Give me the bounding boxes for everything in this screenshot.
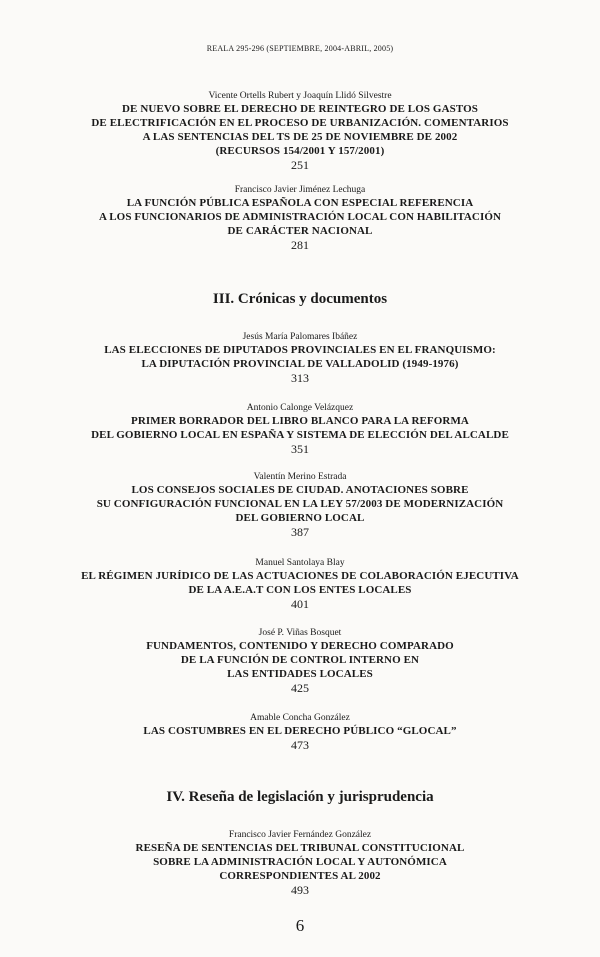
entry-page-number: 251: [291, 158, 309, 172]
entry-page-number: 401: [291, 597, 309, 611]
section-heading-cronicas: III. Crónicas y documentos: [212, 291, 388, 307]
entry-author: Vicente Ortells Rubert y Joaquín Llidó Silvestre: [208, 91, 392, 101]
entry-title-line: DEL GOBIERNO LOCAL EN ESPAÑA Y SISTEMA DE ELECCIÓN DEL ALCALDE: [91, 429, 509, 441]
toc-entry: [60, 471, 540, 539]
entry-title-line: LAS ELECCIONES DE DIPUTADOS PROVINCIALES EN EL FRANQUISMO:: [104, 344, 496, 356]
entry-title-line: (RECURSOS 154/2001 Y 157/2001): [215, 145, 385, 157]
entry-title-line: DE ELECTRIFICACIÓN EN EL PROCESO DE URBANIZACIÓN. COMENTARIOS: [91, 117, 509, 129]
entry-title-line: RESEÑA DE SENTENCIAS DEL TRIBUNAL CONSTITUCIONAL: [135, 842, 465, 854]
running-header: REALA 295-296 (SEPTIEMBRE, 2004-ABRIL, 2005): [206, 44, 394, 53]
toc-entry: [60, 712, 540, 752]
entry-title-line: LAS COSTUMBRES EN EL DERECHO PÚBLICO “GLOCAL”: [143, 725, 457, 737]
entry-title-line: CORRESPONDIENTES AL 2002: [219, 870, 381, 882]
entry-title-line: A LAS SENTENCIAS DEL TS DE 25 DE NOVIEMBRE DE 2002: [142, 131, 458, 143]
entry-author: Valentín Merino Estrada: [253, 472, 347, 482]
entry-page-number: 493: [291, 883, 309, 897]
entry-author: Francisco Javier Fernández González: [228, 830, 372, 840]
entry-title-line: DE CARÁCTER NACIONAL: [227, 225, 373, 237]
entry-title-line: DE LA FUNCIÓN DE CONTROL INTERNO EN: [180, 654, 420, 666]
entry-author: José P. Viñas Bosquet: [258, 628, 342, 638]
entry-author: Amable Concha González: [250, 713, 350, 723]
toc-entry: [60, 829, 540, 897]
entry-page-number: 387: [291, 525, 309, 539]
entry-author: Manuel Santolaya Blay: [255, 558, 345, 568]
entry-title-line: PRIMER BORRADOR DEL LIBRO BLANCO PARA LA REFORMA: [131, 415, 469, 427]
section-heading-resena: IV. Reseña de legislación y jurisprudencia: [166, 789, 434, 805]
toc-entry: [60, 331, 540, 385]
entry-page-number: 425: [291, 681, 309, 695]
entry-page-number: 351: [291, 442, 309, 456]
page-number: 6: [295, 916, 305, 935]
entry-author: Antonio Calonge Velázquez: [246, 403, 354, 413]
entry-title-line: LA DIPUTACIÓN PROVINCIAL DE VALLADOLID (1949-1976): [141, 358, 459, 370]
entry-title-line: SU CONFIGURACIÓN FUNCIONAL EN LA LEY 57/2003 DE MODERNIZACIÓN: [96, 498, 504, 510]
entry-title-line: FUNDAMENTOS, CONTENIDO Y DERECHO COMPARADO: [146, 640, 454, 652]
toc-entry: [60, 90, 540, 172]
entry-title-line: SOBRE LA ADMINISTRACIÓN LOCAL Y AUTONÓMICA: [153, 856, 447, 868]
entry-title-line: LAS ENTIDADES LOCALES: [227, 668, 373, 680]
entry-title-line: LA FUNCIÓN PÚBLICA ESPAÑOLA CON ESPECIAL REFERENCIA: [126, 197, 474, 209]
entry-page-number: 313: [291, 371, 309, 385]
entry-title-line: DEL GOBIERNO LOCAL: [235, 512, 365, 524]
toc-entry: [60, 402, 540, 456]
entry-title-line: DE NUEVO SOBRE EL DERECHO DE REINTEGRO DE LOS GASTOS: [122, 103, 478, 115]
entry-page-number: 281: [291, 238, 309, 252]
entry-author: Francisco Javier Jiménez Lechuga: [234, 185, 366, 195]
entry-page-number: 473: [291, 738, 309, 752]
toc-entry: [60, 627, 540, 695]
toc-entry: [60, 184, 540, 252]
entry-title-line: DE LA A.E.A.T CON LOS ENTES LOCALES: [188, 584, 412, 596]
entry-title-line: LOS CONSEJOS SOCIALES DE CIUDAD. ANOTACIONES SOBRE: [131, 484, 469, 496]
entry-title-line: EL RÉGIMEN JURÍDICO DE LAS ACTUACIONES DE COLABORACIÓN EJECUTIVA: [81, 570, 519, 582]
entry-title-line: A LOS FUNCIONARIOS DE ADMINISTRACIÓN LOCAL CON HABILITACIÓN: [98, 211, 502, 223]
entry-author: Jesús María Palomares Ibáñez: [242, 332, 358, 342]
toc-entry: [60, 557, 540, 611]
